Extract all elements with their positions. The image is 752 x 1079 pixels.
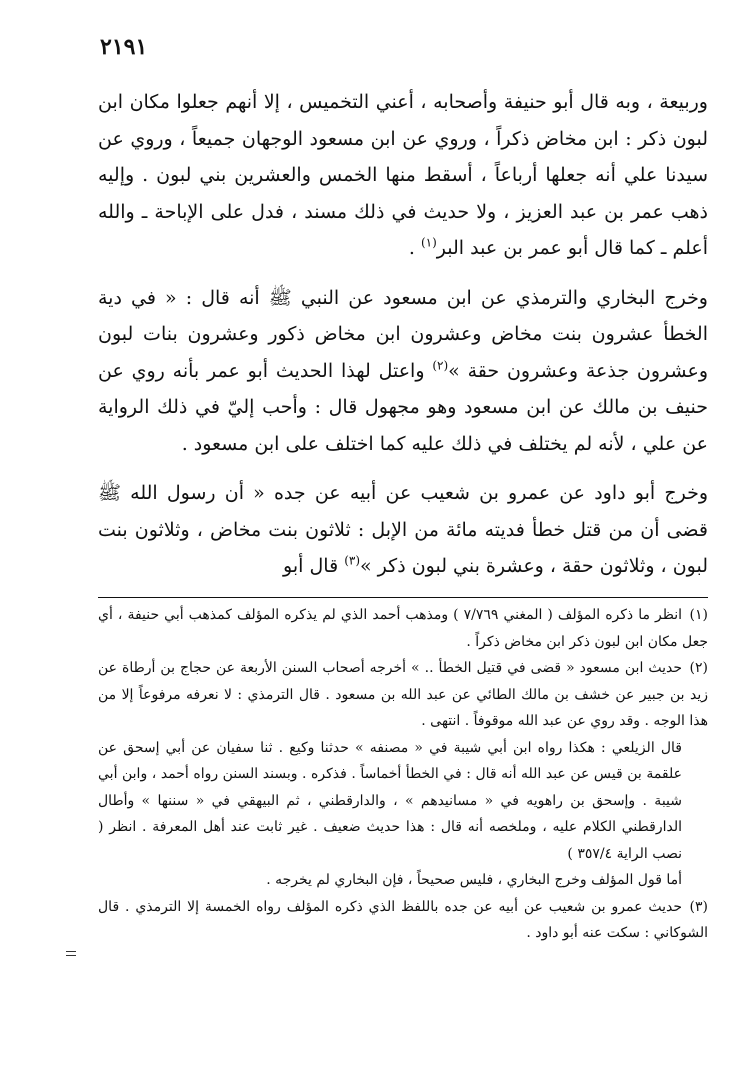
text-run: واعتل لهذا الحديث أبو عمر بأنه روي عن حنيف بن مالك عن ابن مسعود وهو مجهول قال : وأحب إليّ في ذلك الرواية عن علي ، لأنه لم يختلف في ذلك عليه كما اختلف على ابن مسعود . <box>98 359 708 455</box>
margin-mark <box>66 951 76 956</box>
footnote-number: (١) <box>689 607 708 623</box>
text-run: وخرج البخاري والترمذي عن ابن مسعود عن النبي ﷺ أنه قال : « في دية الخطأ عشرون بنت مخاض وعشرون ابن مخاض ذكور وعشرون بنات لبون وعشرون جذعة وعشرون حقة » <box>98 286 708 382</box>
footnote <box>98 655 708 735</box>
footnote <box>98 894 708 947</box>
text-run: وربيعة ، وبه قال أبو حنيفة وأصحابه ، أعني التخميس ، إلا أنهم جعلوا مكان ابن لبون ذكر : ابن مخاض ذكراً ، وروي عن ابن مسعود الوجهان جميعاً ، وروي عن سيدنا علي أنه جعلها أرباعاً ، أسقط منها الخمس والعشرين بني لبون . وإليه ذهب عمر بن عبد العزيز ، ولا حديث في ذلك مسند ، فدل على الإباحة ـ والله أعلم ـ كما قال أبو عمر بن عبد البر <box>98 91 708 259</box>
text-run: وخرج أبو داود عن عمرو بن شعيب عن أبيه عن جده « أن رسول الله ﷺ قضى أن من قتل خطأ فديته مائة من الإبل : ثلاثون بنت مخاض ، وثلاثون بنت لبون ، وثلاثون حقة ، وعشرة بني لبون ذكر » <box>98 482 708 577</box>
footnote-continuation: قال الزيلعي : هكذا رواه ابن أبي شيبة في « مصنفه » حدثنا وكيع . ثنا سفيان عن أبي إسحق عن علقمة بن قيس عن عبد الله أنه قال : في الخطأ أخماساً . فذكره . وبسند السنن رواه أحمد ، وابن أبي شيبة . وإسحق بن راهويه في « مسانيدهم » ، والدارقطني ، ثم البيهقي في « سننها » وأطال الدارقطني الكلام عليه ، وملخصه أنه قال : هذا حديث ضعيف . غير ثابت عند أهل المعرفة . انظر ( نصب الراية ٣٥٧/٤ ) <box>98 739 682 862</box>
paragraph <box>98 475 708 585</box>
main-text <box>98 84 708 598</box>
footnote-text: حديث ابن مسعود « قضى في قتيل الخطأ .. » أخرجه أصحاب السنن الأربعة عن حجاج بن أرطاة عن زيد بن جبير عن خشف بن مالك الطائي عن عبد الله بن مسعود . قال الترمذي : لا نعرفه مرفوعاً إلا من هذا الوجه . وقد روي عن عبد الله موقوفاً . انتهى . <box>98 660 708 729</box>
text-run: . <box>408 237 421 259</box>
paragraph <box>98 84 708 267</box>
footnote-ref[interactable]: (٢) <box>432 358 449 373</box>
footnote-text: حديث عمرو بن شعيب عن أبيه عن جده باللفظ الذي ذكره المؤلف رواه الخمسة إلا الترمذي . قال الشوكاني : سكت عنه أبو داود . <box>98 898 708 941</box>
footnote-text: انظر ما ذكره المؤلف ( المغني ٧/٧٦٩ ) ومذهب أحمد الذي لم يذكره المؤلف كمذهب أبي حنيفة ، أي جعل مكان ابن لبون ذكر ابن مخاض ذكراً . <box>98 607 708 650</box>
footnote-ref[interactable]: (٣) <box>344 553 361 568</box>
footnote-number: (٣) <box>689 898 708 915</box>
page-number: ٢١٩١ <box>100 34 148 60</box>
text-run: قال أبو <box>283 555 345 577</box>
footnote <box>98 602 708 655</box>
footnote-continuation: أما قول المؤلف وخرج البخاري ، فليس صحيحاً ، فإن البخاري لم يخرجه . <box>266 872 682 888</box>
footnote-divider <box>98 597 708 598</box>
footnote-ref[interactable]: (١) <box>420 235 437 250</box>
footnotes <box>98 602 708 947</box>
footnote-number: (٢) <box>689 660 708 676</box>
paragraph <box>98 280 708 463</box>
